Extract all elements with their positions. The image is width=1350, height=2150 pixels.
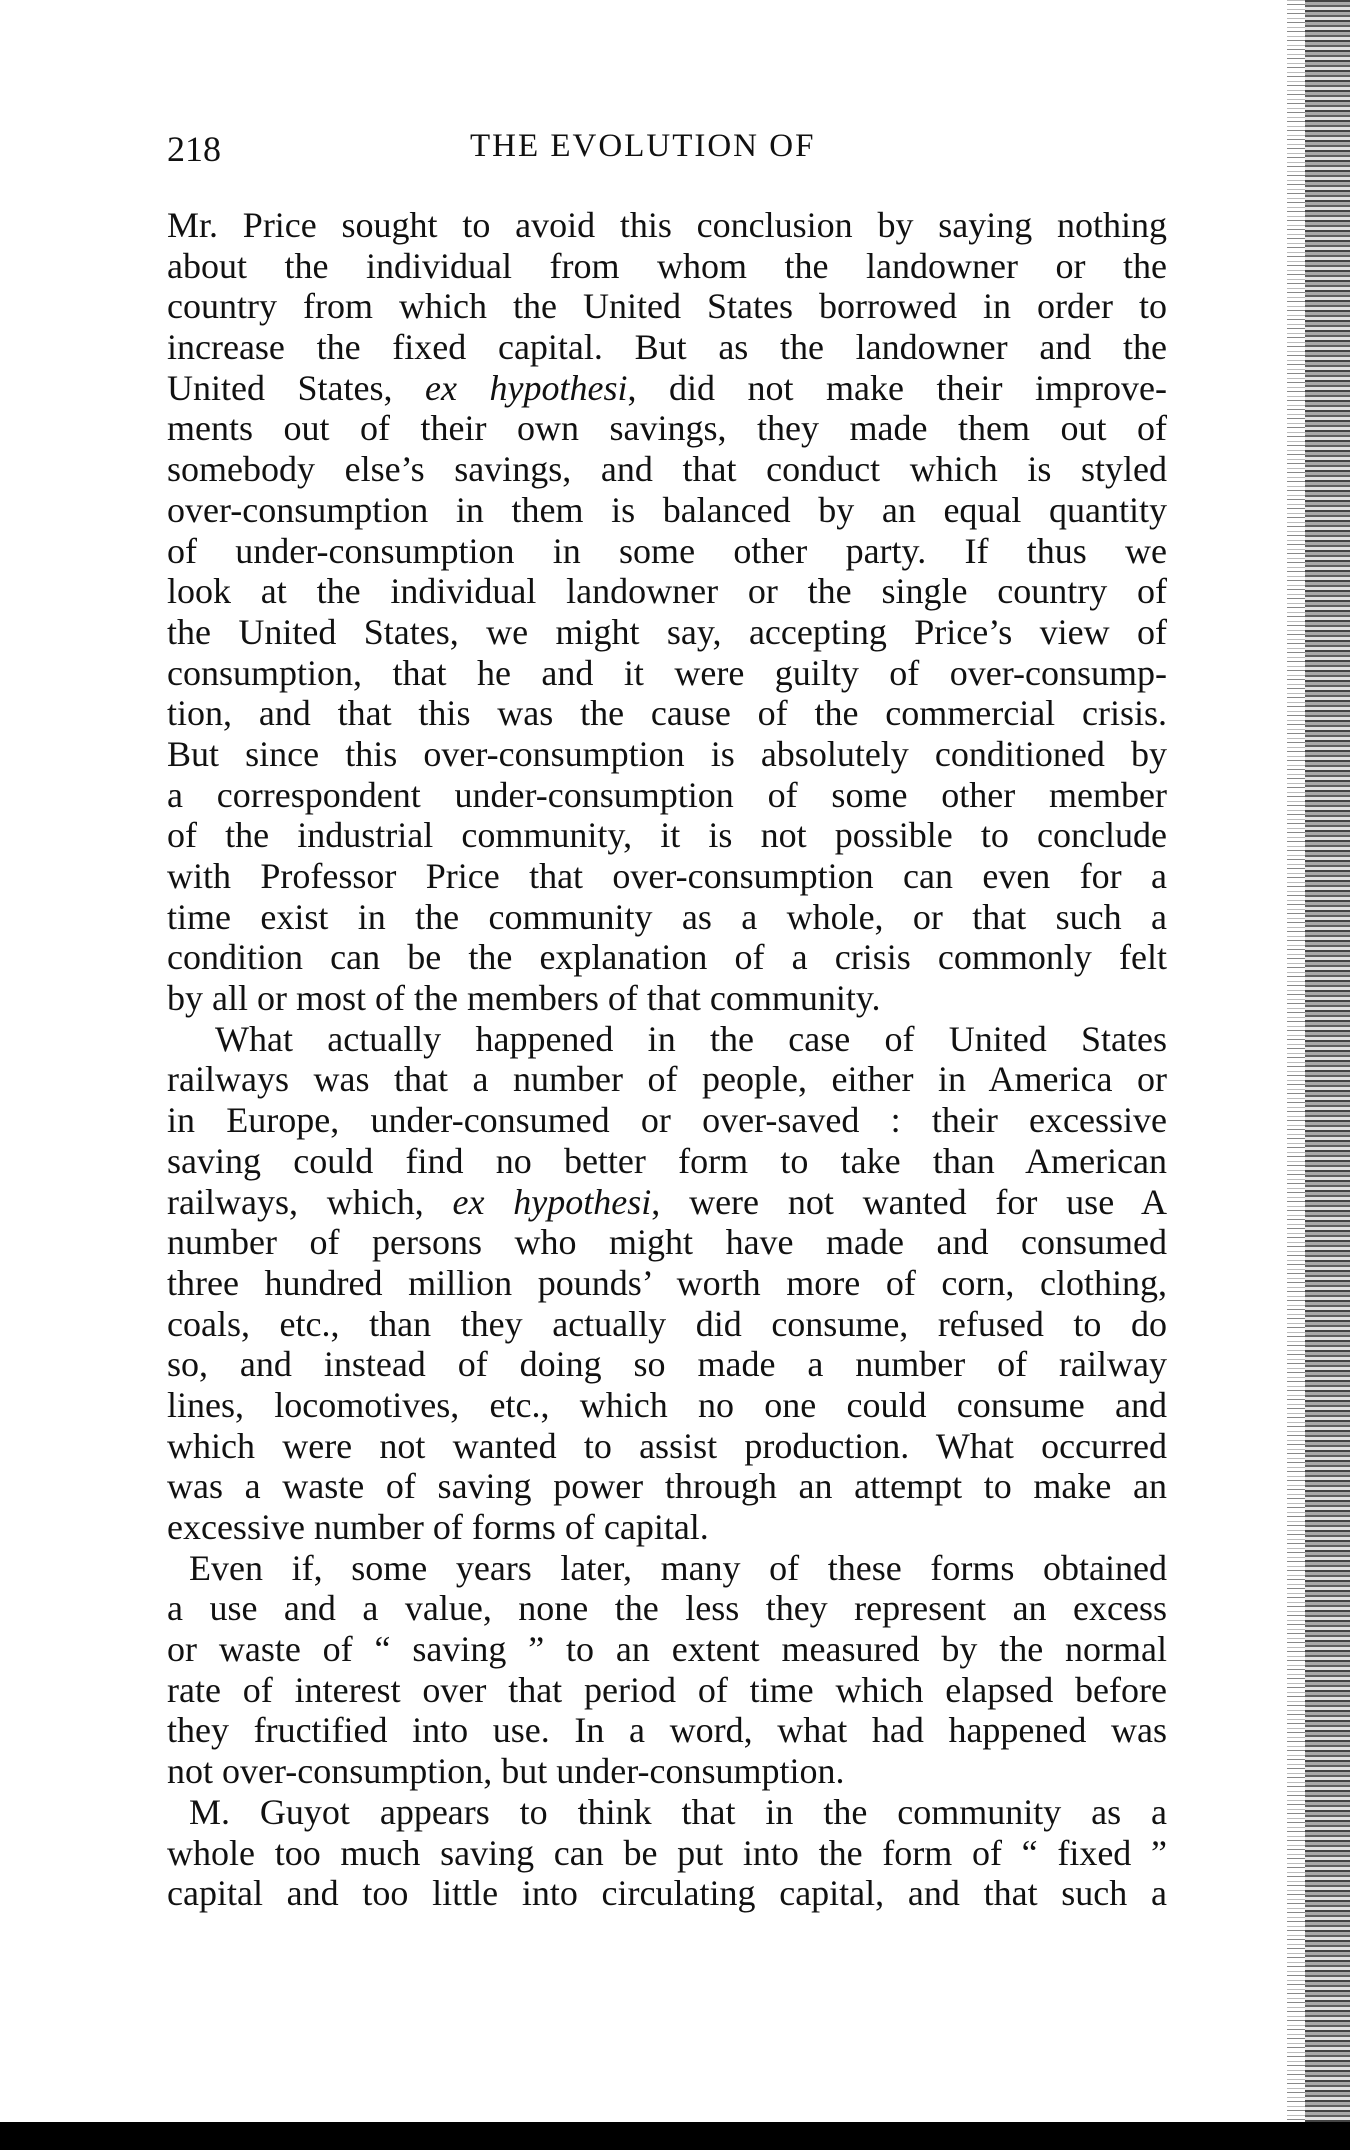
text-line xyxy=(167,1833,1167,1874)
text-line xyxy=(167,734,1167,775)
text-line xyxy=(167,1263,1167,1304)
text-segment: somebody else’s savings, and that conduct which is styled xyxy=(167,449,1167,490)
running-title: THE EVOLUTION OF xyxy=(470,128,816,164)
text-segment: ments out of their own savings, they made them out of xyxy=(167,408,1167,449)
text-line xyxy=(167,978,1167,1019)
text-line xyxy=(167,327,1167,368)
text-segment: the United States, we might say, accepting Price’s view of xyxy=(167,611,1167,652)
text-line xyxy=(167,1629,1167,1670)
text-segment: by all or most of the members of that community. xyxy=(167,978,881,1019)
text-segment: look at the individual landowner or the single country of xyxy=(167,571,1167,612)
text-segment: lines, locomotives, etc., which no one could consume and xyxy=(167,1384,1167,1425)
text-segment: Mr. Price sought to avoid this conclusion by saying nothing xyxy=(167,205,1167,245)
text-line xyxy=(167,1059,1167,1100)
text-line xyxy=(167,693,1167,734)
text-line xyxy=(167,571,1167,612)
text-line xyxy=(167,368,1167,409)
text-line xyxy=(167,531,1167,572)
text-segment: consumption, that he and it were guilty of over-consump- xyxy=(167,652,1167,693)
text-line xyxy=(167,1751,1167,1792)
text-line xyxy=(167,1588,1167,1629)
text-segment: time exist in the community as a whole, or that such a xyxy=(167,896,1167,937)
text-line xyxy=(167,1344,1167,1385)
text-segment: or waste of “ saving ” to an extent measured by the normal xyxy=(167,1629,1167,1670)
text-line xyxy=(167,449,1167,490)
text-line xyxy=(167,937,1167,978)
text-segment: in Europe, under-consumed or over-saved : their excessive xyxy=(167,1100,1167,1141)
text-segment: so, and instead of doing so made a number of railway xyxy=(167,1344,1167,1385)
text-segment: But since this over-consumption is absolutely conditioned by xyxy=(167,733,1167,774)
text-line xyxy=(167,815,1167,856)
text-line xyxy=(167,1792,1167,1833)
italic-text: ex hypothesi xyxy=(425,367,628,408)
text-line xyxy=(167,1873,1167,1914)
text-segment: three hundred million pounds’ worth more of corn, clothing, xyxy=(167,1262,1167,1303)
text-segment: , were not wanted for use A xyxy=(651,1181,1167,1222)
text-line xyxy=(167,490,1167,531)
text-line xyxy=(167,1100,1167,1141)
text-segment: was a waste of saving power through an attempt to make an xyxy=(167,1466,1167,1507)
text-line xyxy=(167,408,1167,449)
text-segment: excessive number of forms of capital. xyxy=(167,1507,709,1547)
text-line xyxy=(167,612,1167,653)
scan-page-edge xyxy=(1305,0,1350,2150)
text-segment: condition can be the explanation of a crisis commonly felt xyxy=(167,937,1167,978)
text-segment: of under-consumption in some other party. If thus we xyxy=(167,530,1167,571)
text-segment: with Professor Price that over-consumption can even for a xyxy=(167,856,1167,896)
body-text xyxy=(167,205,1167,1914)
text-segment: not over-consumption, but under-consumption. xyxy=(167,1751,845,1792)
text-segment: number of persons who might have made and consumed xyxy=(167,1222,1167,1263)
text-line xyxy=(167,897,1167,938)
text-segment: rate of interest over that period of time which elapsed before xyxy=(167,1669,1167,1710)
text-segment: capital and too little into circulating capital, and that such a xyxy=(167,1873,1167,1914)
text-line xyxy=(167,1019,1167,1060)
text-segment: about the individual from whom the landowner or the xyxy=(167,245,1167,286)
text-segment: country from which the United States borrowed in order to xyxy=(167,286,1167,327)
text-segment: Even if, some years later, many of these forms obtained xyxy=(189,1547,1167,1588)
text-segment: M. Guyot appears to think that in the community as a xyxy=(189,1791,1167,1832)
text-segment: a correspondent under-consumption of some other member xyxy=(167,774,1167,815)
text-segment: saving could find no better form to take than American xyxy=(167,1140,1167,1181)
scan-bottom-border xyxy=(0,2122,1350,2150)
scan-page-edge-shadow xyxy=(1287,0,1305,2150)
text-segment: What actually happened in the case of United States xyxy=(215,1018,1167,1059)
text-segment: United States, xyxy=(167,367,426,408)
text-line xyxy=(167,1426,1167,1467)
text-segment: a use and a value, none the less they represent an excess xyxy=(167,1588,1167,1629)
text-segment: , did not make their improve- xyxy=(627,367,1167,408)
text-line xyxy=(167,1182,1167,1223)
text-line xyxy=(167,205,1167,246)
text-line xyxy=(167,1304,1167,1345)
text-line xyxy=(167,286,1167,327)
text-segment: railways, which, xyxy=(167,1181,453,1222)
text-segment: whole too much saving can be put into the form of “ fixed ” xyxy=(167,1832,1167,1873)
text-segment: which were not wanted to assist production. What occurred xyxy=(167,1425,1167,1466)
text-line xyxy=(167,1670,1167,1711)
text-line xyxy=(167,1466,1167,1507)
text-line xyxy=(167,1222,1167,1263)
text-line xyxy=(167,1710,1167,1751)
text-line xyxy=(167,1141,1167,1182)
text-line xyxy=(167,246,1167,287)
text-segment: railways was that a number of people, either in America or xyxy=(167,1059,1167,1100)
text-segment: coals, etc., than they actually did consume, refused to do xyxy=(167,1303,1167,1344)
text-segment: over-consumption in them is balanced by an equal quantity xyxy=(167,489,1167,530)
text-segment: tion, and that this was the cause of the commercial crisis. xyxy=(167,693,1167,734)
text-line xyxy=(167,1507,1167,1548)
text-segment: they fructified into use. In a word, what had happened was xyxy=(167,1710,1167,1751)
italic-text: ex hypothesi xyxy=(452,1181,652,1222)
page-number: 218 xyxy=(167,129,221,169)
text-line xyxy=(167,653,1167,694)
text-segment: of the industrial community, it is not possible to conclude xyxy=(167,815,1167,856)
text-line xyxy=(167,856,1167,897)
text-line xyxy=(167,1548,1167,1589)
text-segment: increase the fixed capital. But as the landowner and the xyxy=(167,327,1167,368)
text-line xyxy=(167,1385,1167,1426)
text-line xyxy=(167,775,1167,816)
